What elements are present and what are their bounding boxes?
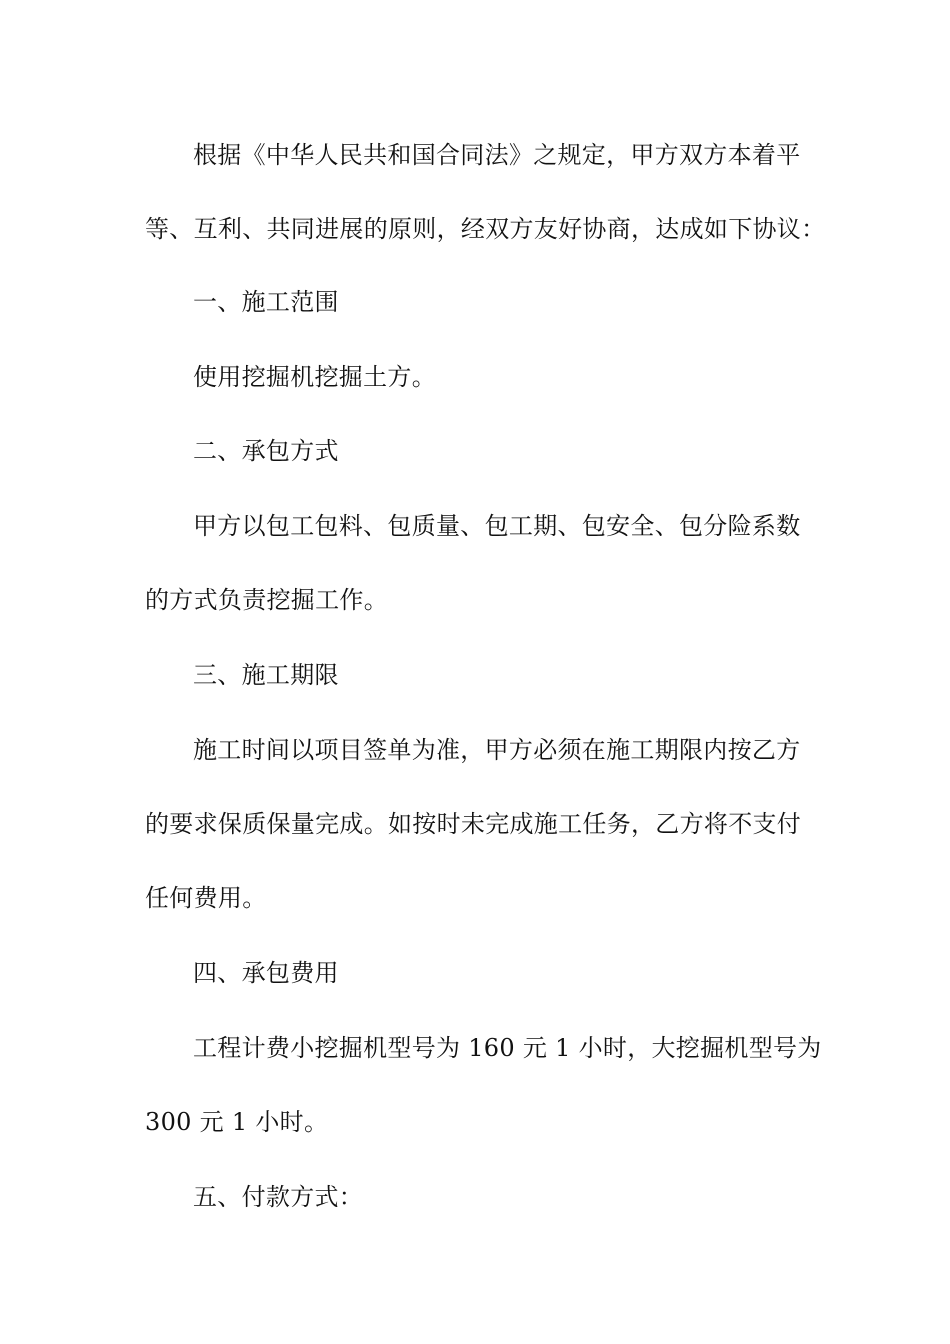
paragraph-scope: 使用挖掘机挖掘土方。 [193, 363, 436, 391]
paragraph-contract-method-line-1: 甲方以包工包料、包质量、包工期、包安全、包分险系数 [193, 512, 801, 540]
section-heading-contract-method: 二、承包方式 [193, 437, 339, 465]
paragraph-contract-basis-line-1: 根据《中华人民共和国合同法》之规定，甲方双方本着平 [193, 141, 801, 169]
section-heading-contract-fees: 四、承包费用 [193, 959, 339, 987]
section-heading-payment-method: 五、付款方式： [193, 1183, 364, 1211]
paragraph-contract-fees-line-2: 300 元 1 小时。 [145, 1108, 329, 1136]
paragraph-construction-period-line-3: 任何费用。 [145, 884, 267, 912]
paragraph-contract-method-line-2: 的方式负责挖掘工作。 [145, 586, 388, 614]
section-heading-scope: 一、施工范围 [193, 288, 339, 316]
paragraph-contract-fees-line-1: 工程计费小挖掘机型号为 160 元 1 小时，大挖掘机型号为 [193, 1034, 822, 1062]
paragraph-construction-period-line-1: 施工时间以项目签单为准，甲方必须在施工期限内按乙方 [193, 736, 801, 764]
paragraph-contract-basis-line-2: 等、互利、共同进展的原则，经双方友好协商，达成如下协议： [145, 215, 826, 243]
section-heading-construction-period: 三、施工期限 [193, 661, 339, 689]
paragraph-construction-period-line-2: 的要求保质保量完成。如按时未完成施工任务，乙方将不支付 [145, 810, 802, 838]
